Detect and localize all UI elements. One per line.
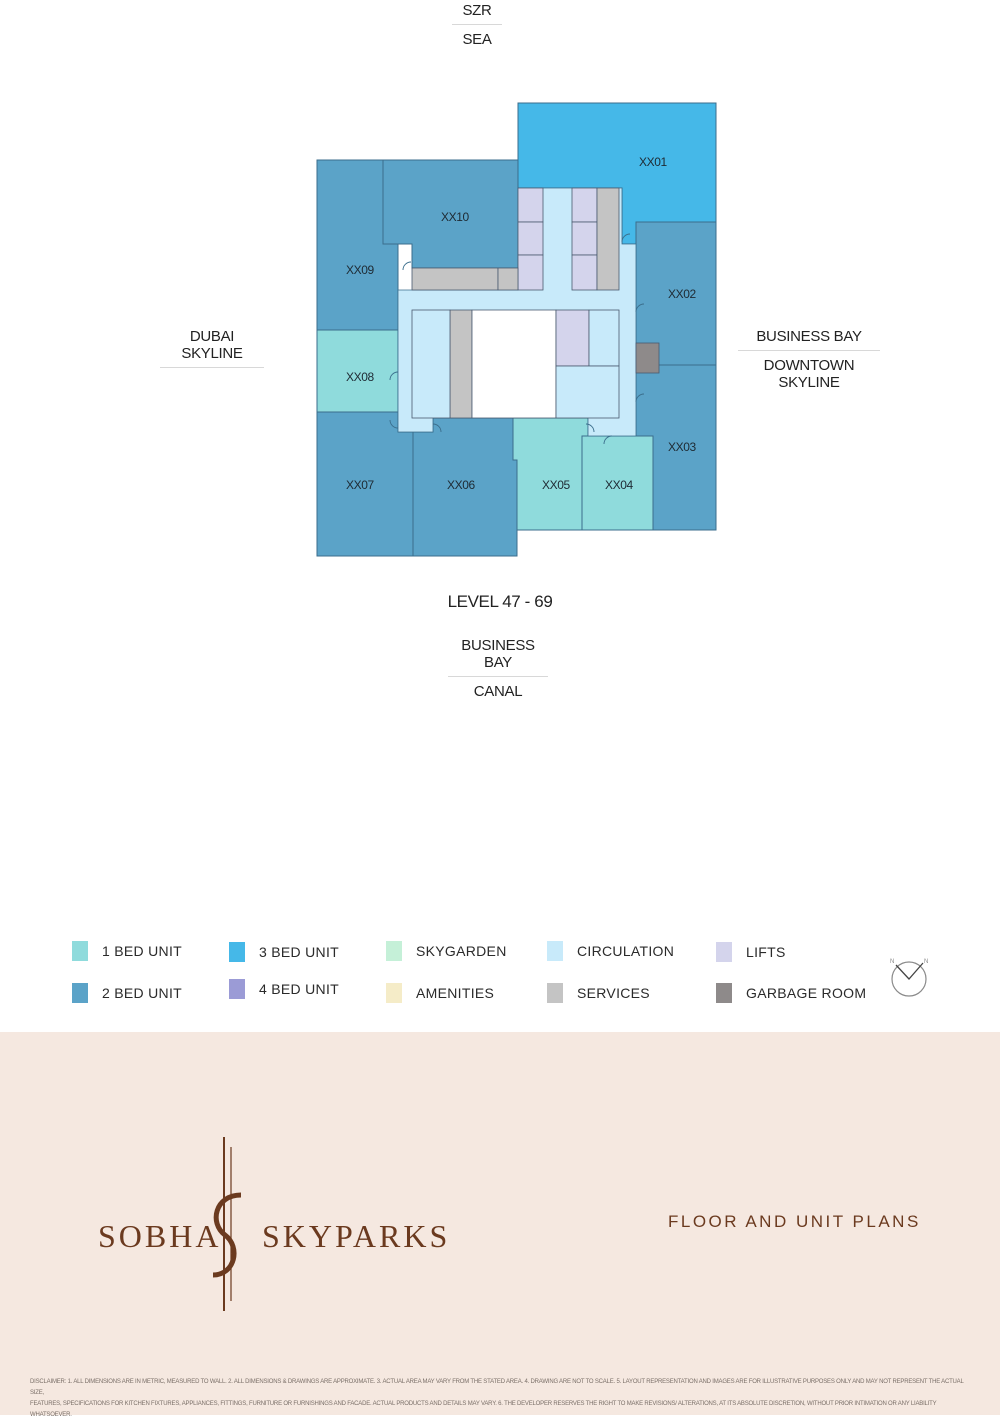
unit-label-xx04: XX04 — [605, 478, 633, 492]
legend-item-4-bed — [229, 979, 339, 999]
legend-swatch-2-bed — [72, 983, 88, 1003]
legend-swatch-1-bed — [72, 941, 88, 961]
unit-label-xx06: XX06 — [447, 478, 475, 492]
direction-right-line1: BUSINESS BAY — [738, 328, 880, 351]
unit-xx05[interactable] — [513, 418, 588, 530]
core-right-bottom — [556, 366, 619, 418]
core-right-top — [589, 310, 619, 366]
unit-label-xx10: XX10 — [441, 210, 469, 224]
core-white — [472, 310, 556, 418]
legend-label-garbage-room: GARBAGE ROOM — [746, 985, 867, 1001]
direction-top-line1: SZR — [452, 2, 502, 25]
unit-label-xx02: XX02 — [668, 287, 696, 301]
legend-item-garbage-room — [716, 983, 866, 1003]
legend-swatch-circulation — [547, 941, 563, 961]
direction-bottom — [448, 637, 548, 700]
unit-label-xx03: XX03 — [668, 440, 696, 454]
legend-label-services: SERVICES — [577, 985, 650, 1001]
unit-label-xx09: XX09 — [346, 263, 374, 277]
sobha-logo-icon — [205, 1135, 250, 1313]
legend-label-skygarden: SKYGARDEN — [416, 943, 507, 959]
direction-bottom-line2: CANAL — [473, 683, 523, 700]
legend-swatch-lifts — [716, 942, 732, 962]
legend-swatch-skygarden — [386, 941, 402, 961]
svg-text:N: N — [924, 959, 929, 965]
legend-label-2-bed: 2 BED UNIT — [102, 985, 183, 1001]
legend-swatch-garbage-room — [716, 983, 732, 1003]
legend-swatch-3-bed — [229, 942, 245, 962]
unit-label-xx05: XX05 — [542, 478, 570, 492]
direction-left-label: DUBAI SKYLINE — [160, 328, 264, 368]
legend-item-3-bed — [229, 942, 339, 962]
disclaimer-line-2: FEATURES, SPECIFICATIONS FOR KITCHEN FIXTURES, APPLIANCES, FITTINGS, FURNITURE OR FURNISHINGS AND FACADE. ACTUAL PRODUCTS AND DETAILS MAY VARY. 6. THE DEVELOPER RESERVES THE RIGHT TO MAKE REVISIONS/ ALTERATIONS, AT ITS ABSOLUTE DISCRETION, WITHOUT PRIOR INTIMATION OR ANY LIABILITY WHATSOEVER. — [30, 1401, 937, 1418]
legend-item-1-bed — [72, 941, 182, 961]
level-title: LEVEL 47 - 69 — [447, 592, 553, 611]
legend-swatch-4-bed — [229, 979, 245, 999]
legend-label-circulation: CIRCULATION — [577, 943, 675, 959]
garbage-room — [636, 343, 659, 373]
legend-swatch-services — [547, 983, 563, 1003]
core-lift — [556, 310, 589, 366]
legend-item-amenities — [386, 983, 494, 1003]
legend-item-circulation — [547, 941, 674, 961]
legend-label-lifts: LIFTS — [746, 944, 786, 960]
legend-label-1-bed: 1 BED UNIT — [102, 943, 183, 959]
disclaimer-line-1: DISCLAIMER: 1. ALL DIMENSIONS ARE IN METRIC, MEASURED TO WALL. 2. ALL DIMENSIONS & DRAWINGS ARE APPROXIMATE. 3. ACTUAL AREA MAY VARY FROM THE STATED AREA. 4. DRAWING ARE NOT TO SCALE. 5. LAYOUT REPRESENTATION AND IMAGES ARE FOR ILLUSTRATIVE PURPOSES ONLY AND MAY NOT REPRESENT THE ACTUAL SIZE, — [30, 1379, 964, 1396]
brand-name-left: SOBHA — [98, 1218, 222, 1254]
brand-name-right: SKYPARKS — [262, 1218, 451, 1254]
legend-label-amenities: AMENITIES — [416, 985, 495, 1001]
unit-label-xx08: XX08 — [346, 370, 374, 384]
legend-item-skygarden — [386, 941, 507, 961]
svg-text:N: N — [890, 959, 895, 965]
legend-label-3-bed: 3 BED UNIT — [259, 944, 340, 960]
legend — [70, 938, 870, 1008]
core-left — [412, 310, 450, 418]
floor-and-unit-plans-title: FLOOR AND UNIT PLANS — [668, 1212, 921, 1231]
unit-label-xx01: XX01 — [639, 155, 667, 169]
direction-bottom-line1: BUSINESS BAY — [448, 637, 548, 677]
legend-item-2-bed — [72, 983, 182, 1003]
direction-top-line2: SEA — [462, 31, 492, 48]
legend-item-lifts — [716, 942, 786, 962]
direction-right-line2: DOWNTOWN SKYLINE — [763, 357, 855, 391]
legend-item-services — [547, 983, 650, 1003]
legend-swatch-amenities — [386, 983, 402, 1003]
legend-label-4-bed: 4 BED UNIT — [259, 981, 340, 997]
disclaimer — [30, 1377, 975, 1421]
unit-label-xx07: XX07 — [346, 478, 374, 492]
compass-icon — [888, 955, 930, 1001]
